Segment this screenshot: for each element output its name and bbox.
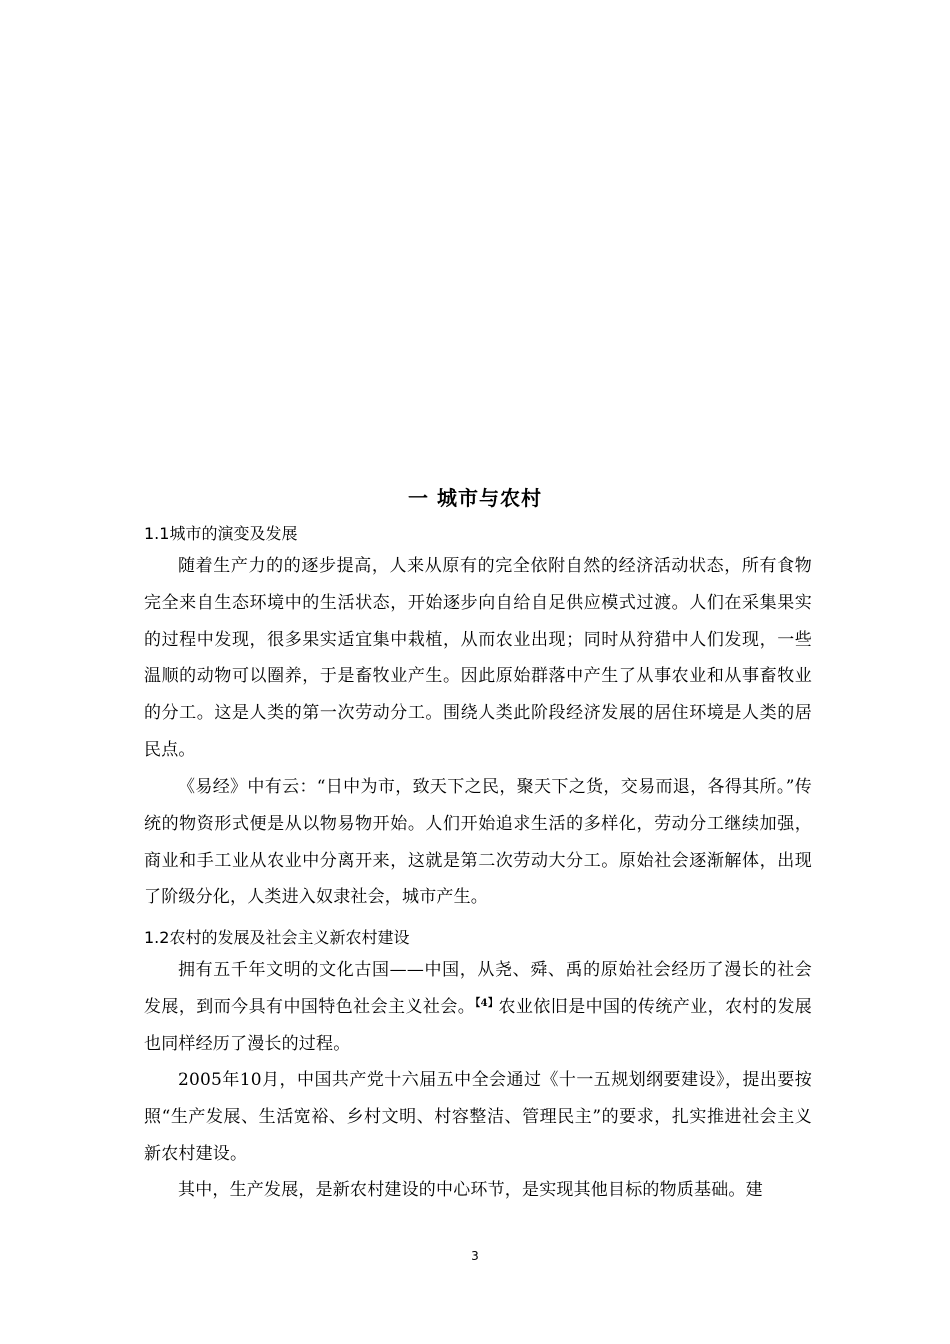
paragraph-text: 农业依旧是中国的传统产业，农村的发展也同样经历了漫长的过程。 <box>144 996 812 1054</box>
paragraph-text: 拥有五千年文明的文化古国——中国，从尧、舜、禹的原始社会经历了漫长的社会发展，到而今具有中国特色社会主义社会。 <box>144 960 812 1017</box>
paragraph-1-1-a: 随着生产力的的逐步提高，人来从原有的完全依附自然的经济活动状态，所有食物完全来自生态环境中的生活状态，开始逐步向自给自足供应模式过渡。人们在采集果实的过程中发现，很多果实适宜集中栽植，从而农业出现；同时从狩猎中人们发现，一些温顺的动物可以圈养，于是畜牧业产生。因此原始群落中产生了从事农业和从事畜牧业的分工。这是人类的第一次劳动分工。围绕人类此阶段经济发展的居住环境是人类的居民点。 <box>144 556 812 760</box>
citation-marker: 【4】 <box>475 997 499 1009</box>
paragraph-1-2-b: 2005年10月，中国共产党十六届五中全会通过《十一五规划纲要建设》，提出要按照“生产发展、生活宽裕、乡村文明、村容整洁、管理民主”的要求，扎实推进社会主义新农村建设。 <box>144 1070 812 1164</box>
chapter-title: 一 城市与农村 <box>408 486 542 510</box>
paragraph-1-1-b: 《易经》中有云：“日中为市，致天下之民，聚天下之货，交易而退，各得其所。”传统的物资形式便是从以物易物开始。人们开始追求生活的多样化，劳动分工继续加强，商业和手工业从农业中分离开来，这就是第二次劳动大分工。原始社会逐渐解体，出现了阶级分化，人类进入奴隶社会，城市产生。 <box>144 777 812 908</box>
section-heading-1-2: 1.2农村的发展及社会主义新农村建设 <box>144 928 410 947</box>
section-heading-1-1: 1.1城市的演变及发展 <box>144 524 298 543</box>
page-number: 3 <box>471 1249 479 1263</box>
paragraph-1-2-c: 其中，生产发展，是新农村建设的中心环节，是实现其他目标的物质基础。建 <box>178 1180 763 1200</box>
paragraph-1-2-a <box>144 952 812 1062</box>
